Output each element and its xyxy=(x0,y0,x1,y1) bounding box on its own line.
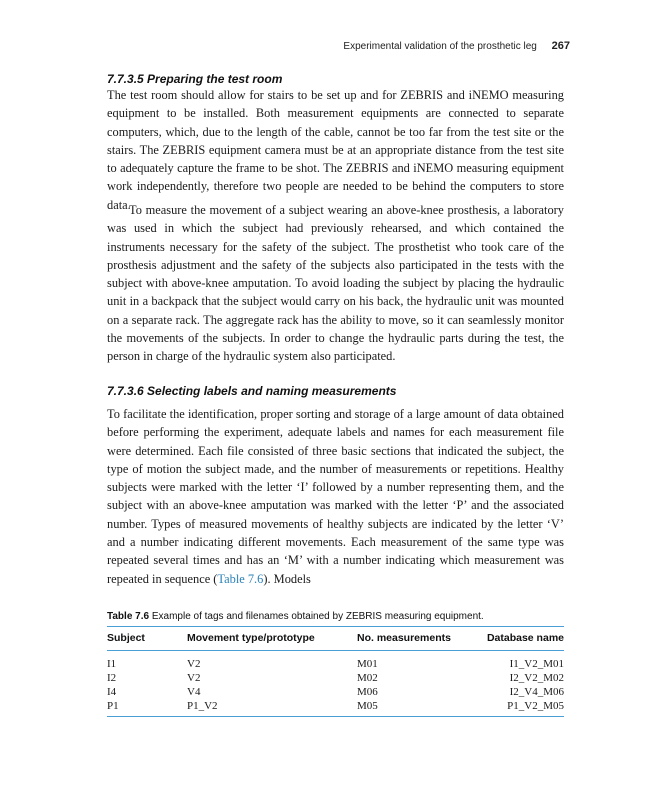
cell-no-measurements: M05 xyxy=(357,700,378,712)
paragraph-labels-tail: ). Models xyxy=(263,571,311,586)
cell-database-name: I2_V4_M06 xyxy=(509,686,564,698)
table-caption-text: Example of tags and filenames obtained by ZEBRIS measuring equipment. xyxy=(151,611,484,622)
cell-database-name: I1_V2_M01 xyxy=(509,658,564,670)
paragraph-test-room-1: The test room should allow for stairs to be set up and for ZEBRIS and iNEMO measuring equipment to be installed. Both measurement equipments are connected to separate computers, which, due to the length of the cable, cannot be too far from the test site or the stairs. The ZEBRIS equipment camera must be at an appropriate distance from the test site to adequately capture the frame to be shot. The ZEBRIS and iNEMO measuring equipment work independently, therefore two people are needed to be behind the computers to store data. xyxy=(107,88,564,212)
table-row xyxy=(107,699,564,717)
column-header-subject: Subject xyxy=(107,632,145,644)
cell-database-name: I2_V2_M02 xyxy=(509,672,564,684)
table-row xyxy=(107,685,564,699)
table-row xyxy=(107,651,564,672)
section-heading-selecting-labels: 7.7.3.6 Selecting labels and naming measurements xyxy=(107,384,397,398)
cell-subject: I4 xyxy=(107,686,117,698)
paragraph-test-room-2: To measure the movement of a subject wearing an above-knee prosthesis, a laboratory was used in which the subject had previously rehearsed, and which contained the instruments necessary for the safety of the subject. The prosthetist who took care of the prosthesis adjustment and the safety of the subjects also participated in the tests with the subject with above-knee amputation. To avoid loading the subject by placing the hydraulic unit in a backpack that the subject would carry on his back, the hydraulic unit was mounted on a separate rack. The aggregate rack has the ability to move, so it can seamlessly monitor the movements of the subjects. In order to change the hydraulic parts during the test, the person in charge of the hydraulic system also participated. xyxy=(107,203,564,364)
running-title: Experimental validation of the prosthetic leg xyxy=(343,41,537,52)
cell-movement-type: V2 xyxy=(187,672,201,684)
table-row xyxy=(107,671,564,685)
tags-filenames-table xyxy=(107,626,564,717)
table-caption-label: Table 7.6 xyxy=(107,611,150,622)
cell-movement-type: P1_V2 xyxy=(187,700,218,712)
table-caption xyxy=(107,611,564,622)
table-reference-link[interactable]: Table 7.6 xyxy=(217,571,264,586)
table-header-row xyxy=(107,627,564,651)
page-number: 267 xyxy=(551,40,570,52)
cell-subject: I2 xyxy=(107,672,117,684)
paragraph-labels-text: To facilitate the identification, proper sorting and storage of a large amount of data obtained before performing the experiment, adequate labels and names for each measurement file were determined. Each file consisted of three basic sections that indicated the subject, the type of motion the subject made, and the number of measurements or repetitions. Healthy subjects were marked with the letter ‘I’ followed by a number representing them, and the subject with an above-knee amputation was marked with the letter ‘P’ and the associated number. Types of measured movements of healthy subjects are indicated by the letter ‘V’ and a number indicating different movements. Each measurement of the same type was repeated several times and has an ‘M’ with a number indicating which measurement was repeated in sequence ( xyxy=(107,407,564,586)
paragraph-labels xyxy=(107,405,564,588)
cell-no-measurements: M06 xyxy=(357,686,378,698)
running-header xyxy=(300,40,570,52)
column-header-database-name: Database name xyxy=(486,632,564,644)
cell-movement-type: V2 xyxy=(187,658,201,670)
cell-no-measurements: M01 xyxy=(357,658,378,670)
cell-movement-type: V4 xyxy=(187,686,201,698)
cell-no-measurements: M02 xyxy=(357,672,378,684)
cell-subject: I1 xyxy=(107,658,117,670)
cell-subject: P1 xyxy=(107,700,119,712)
column-header-movement-type: Movement type/prototype xyxy=(187,632,315,644)
column-header-no-measurements: No. measurements xyxy=(357,632,451,644)
section-heading-preparing-test-room: 7.7.3.5 Preparing the test room xyxy=(107,72,283,86)
cell-database-name: P1_V2_M05 xyxy=(507,700,564,712)
